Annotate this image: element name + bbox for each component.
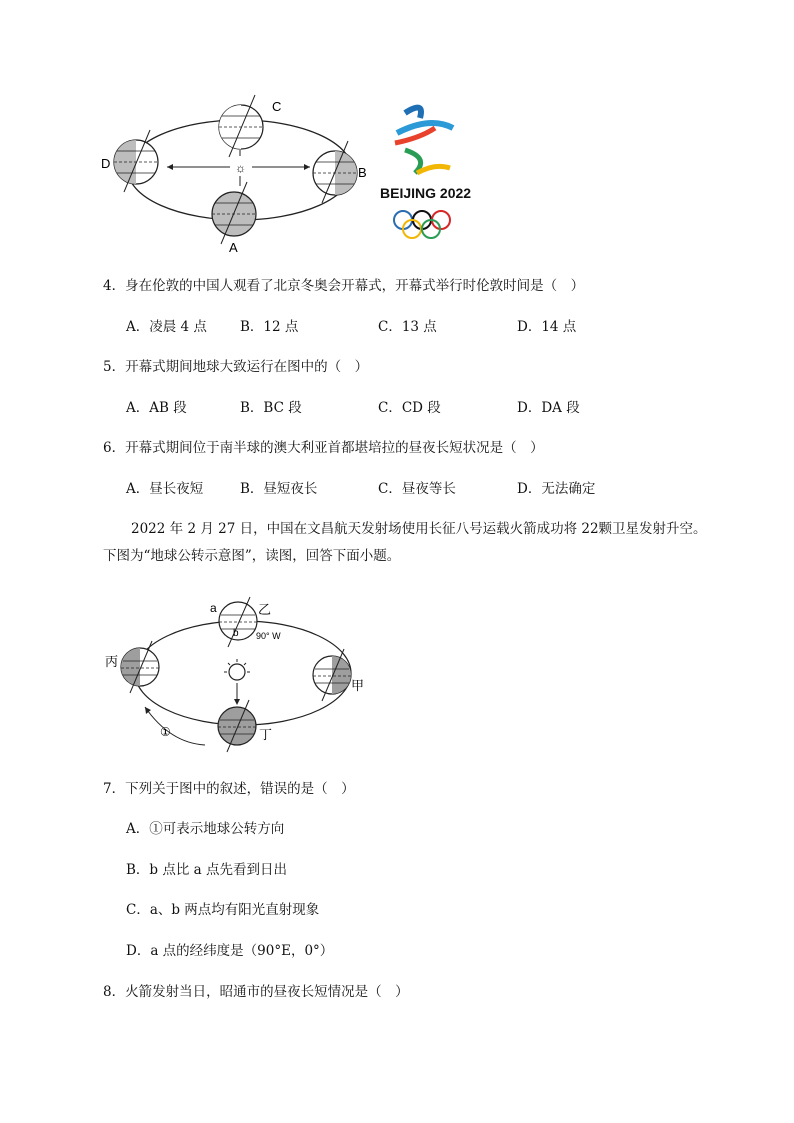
passage-line-1: 2022 年 2 月 27 日，中国在文昌航天发射场使用长征八号运载火箭成功将 22颗卫星发射升空。 xyxy=(131,521,707,537)
q4-option-d[interactable]: D．14 点 xyxy=(517,319,577,335)
earth-c xyxy=(219,95,281,157)
label-90w: 90° W xyxy=(256,631,281,641)
earth-a xyxy=(212,182,256,255)
label-a: A xyxy=(229,240,238,255)
label-c: C xyxy=(272,99,282,114)
label-bing: 丙 xyxy=(105,654,119,669)
q5-option-d[interactable]: D．DA 段 xyxy=(517,400,580,416)
question-7: 7．下列关于图中的叙述，错误的是（ ） xyxy=(103,781,355,797)
q7-option-a[interactable]: A．①可表示地球公转方向 xyxy=(126,821,285,837)
label-jia: 甲 xyxy=(351,678,365,693)
q6-option-a[interactable]: A．昼长夜短 xyxy=(126,481,204,497)
earth-ding xyxy=(218,700,272,752)
q6-option-d[interactable]: D．无法确定 xyxy=(517,481,596,497)
q4-option-a[interactable]: A．凌晨 4 点 xyxy=(126,319,207,335)
label-arrow-1: ① xyxy=(160,725,171,739)
passage-line-2: 下图为“地球公转示意图”，读图，回答下面小题。 xyxy=(103,548,401,564)
earth-bing xyxy=(105,641,159,693)
q7-option-c[interactable]: C．a、b 两点均有阳光直射现象 xyxy=(126,902,320,918)
label-b: B xyxy=(358,165,367,180)
q5-option-c[interactable]: C．CD 段 xyxy=(378,400,441,416)
earth-jia xyxy=(313,649,364,701)
label-b-point: b xyxy=(233,628,239,639)
logo-wordmark: BEIJING 2022 xyxy=(380,185,472,201)
q4-option-c[interactable]: C．13 点 xyxy=(378,319,437,335)
earth-d xyxy=(101,130,158,192)
q5-option-b[interactable]: B．BC 段 xyxy=(240,400,302,416)
label-yi: 乙 xyxy=(258,602,272,617)
label-ding: 丁 xyxy=(259,727,273,742)
q6-option-c[interactable]: C．昼夜等长 xyxy=(378,481,456,497)
question-4: 4．身在伦敦的中国人观看了北京冬奥会开幕式，开幕式举行时伦敦时间是（ ） xyxy=(103,278,585,294)
q6-option-b[interactable]: B．昼短夜长 xyxy=(240,481,318,497)
sun-icon xyxy=(167,150,310,186)
q5-option-a[interactable]: A．AB 段 xyxy=(126,400,187,416)
orbit-diagram-2 xyxy=(100,595,390,760)
q7-option-b[interactable]: B．b 点比 a 点先看到日出 xyxy=(126,862,287,878)
label-a-point: a xyxy=(210,601,217,615)
label-d: D xyxy=(101,156,111,171)
q4-option-b[interactable]: B．12 点 xyxy=(240,319,299,335)
question-8: 8．火箭发射当日，昭通市的昼夜长短情况是（ ） xyxy=(103,984,409,1000)
sun-icon-2 xyxy=(224,659,250,705)
q7-option-d[interactable]: D．a 点的经纬度是（90°E，0°） xyxy=(126,943,334,959)
svg-text:☼: ☼ xyxy=(235,161,246,175)
orbit-diagram-1 xyxy=(95,90,380,265)
question-5: 5．开幕式期间地球大致运行在图中的（ ） xyxy=(103,359,369,375)
revolution-arrow xyxy=(145,707,205,745)
earth-b xyxy=(313,141,367,203)
beijing-2022-logo xyxy=(375,98,480,248)
question-6: 6．开幕式期间位于南半球的澳大利亚首都堪培拉的昼夜长短状况是（ ） xyxy=(103,440,544,456)
